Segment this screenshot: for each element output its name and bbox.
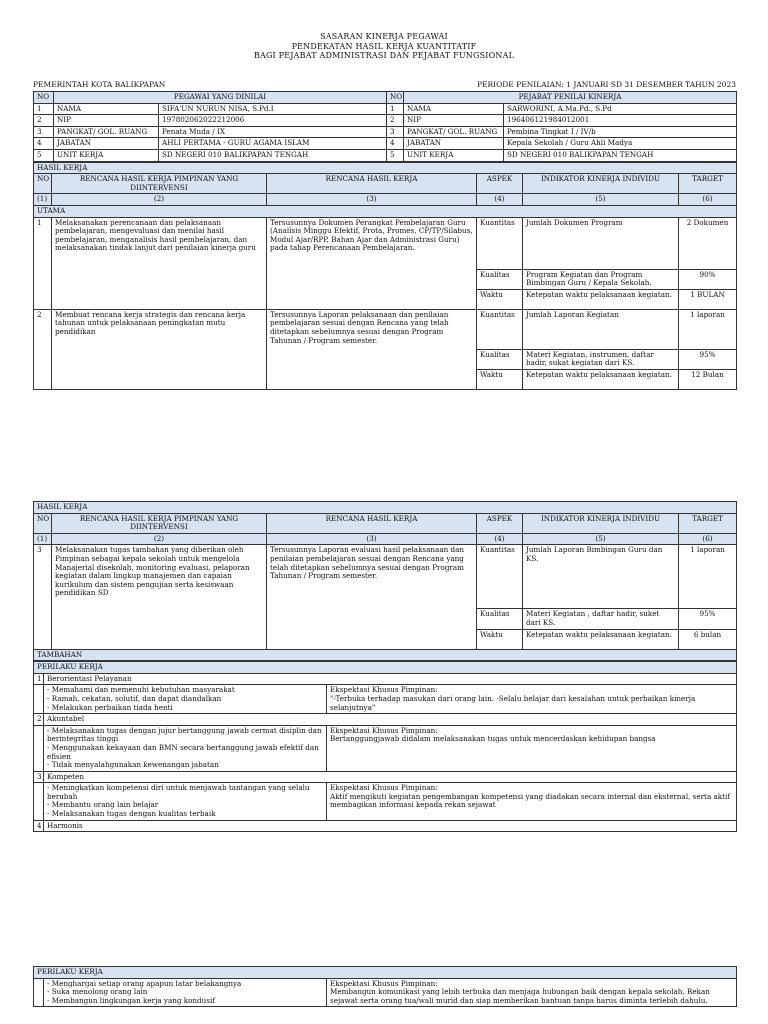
- item-indikator: Materi Kegiatan , daftar hadir, suket dari KS.: [523, 609, 679, 629]
- item-indikator: Materi Kegiatan, instrumen, daftar hadir, sukat kegiatan dari KS.: [523, 349, 679, 369]
- item-aspek: Waktu: [477, 289, 523, 309]
- item-target: 90%: [679, 269, 737, 289]
- col-indikator: INDIKATOR KINERJA INDIVIDU: [523, 174, 679, 194]
- row-label: NIP: [404, 115, 504, 127]
- row-label: NIP: [54, 115, 159, 127]
- perilaku-points: [44, 978, 327, 1007]
- perilaku-title-row: [34, 714, 737, 726]
- item-pimpinan: Melaksanakan tugas tambahan yang diberikan oleh Pimpinan sebagai kepala sekolah untuk mengelola Manajerial disekolah, monitoring evaluasi, pelaporan kegiatan dalam lingkup manajemen dan capaian kurikulum dan sistem pengujian serta kesiswaan pendidikan SD: [52, 545, 267, 649]
- perilaku-section: PERILAKU KERJA: [34, 662, 737, 674]
- num-3: (3): [267, 533, 477, 545]
- num-2: (2): [52, 533, 267, 545]
- perilaku-no: 2: [34, 714, 44, 726]
- ekspektasi-text: Aktif mengikuti kegiatan pengembangan kompetensi yang diadakan secara internal dan eksternal, serta aktif membagikan informasi kepada rekan sejawat: [330, 791, 731, 810]
- num-2: (2): [52, 194, 267, 206]
- perilaku-title: Kompeten: [44, 771, 737, 783]
- perilaku-detail-row: [34, 685, 737, 714]
- num-1: (1): [34, 533, 52, 545]
- num-5: (5): [523, 533, 679, 545]
- row-label: NAMA: [404, 103, 504, 115]
- item-no: 1: [34, 217, 52, 309]
- perilaku-no: 3: [34, 771, 44, 783]
- col-no: NO: [34, 92, 54, 104]
- row-no: 1: [34, 103, 54, 115]
- num-1: (1): [34, 194, 52, 206]
- item-aspek: Waktu: [477, 369, 523, 389]
- perilaku-table-page3: [33, 966, 737, 1007]
- ekspektasi-cell: [327, 783, 737, 820]
- hasil-kerja-section: HASIL KERJA: [34, 502, 737, 514]
- item-target: 95%: [679, 609, 737, 629]
- perilaku-title-row: [34, 771, 737, 783]
- item-indikator: Program Kegiatan dan Program Bimbingan Guru / Kepala Sekolah.: [523, 269, 679, 289]
- perilaku-points: [44, 725, 327, 771]
- col-no: NO: [34, 174, 52, 194]
- row-label: PANGKAT/ GOL. RUANG: [404, 126, 504, 138]
- meta-row: [33, 80, 736, 89]
- perilaku-title: Akuntabel: [44, 714, 737, 726]
- item-rencana: Tersusunnya Laporan pelaksanaan dan penilaian pembelajaran sesuai dengan Rencana yang telah ditetapkan sebelumnya sesuai dengan Program Tahunan / Program semester.: [267, 309, 477, 389]
- item-no: 3: [34, 545, 52, 649]
- col-target: TARGET: [679, 174, 737, 194]
- item-aspek: Kuantitas: [477, 217, 523, 269]
- item-indikator: Ketepatan waktu pelaksanaan kegiatan.: [523, 369, 679, 389]
- row-label: UNIT KERJA: [54, 149, 159, 161]
- numbers-row: [34, 194, 737, 206]
- title-line-3: BAGI PEJABAT ADMINISTRASI DAN PEJABAT FUNGSIONAL: [253, 51, 515, 60]
- col-no: NO: [34, 513, 52, 533]
- page-2-table-wrap: [33, 501, 736, 832]
- penilai-value: SD NEGERI 010 BALIKPAPAN TENGAH: [504, 149, 737, 161]
- numbers-row: [34, 533, 737, 545]
- item-indikator: Jumlah Laporan Kegiatan: [523, 309, 679, 349]
- document-title: [0, 32, 768, 61]
- perilaku-detail-row: [34, 978, 737, 1007]
- col-rencana: RENCANA HASIL KERJA: [267, 513, 477, 533]
- item-no: 2: [34, 309, 52, 389]
- row-label: JABATAN: [404, 138, 504, 150]
- page-1-table-wrap: [33, 91, 736, 390]
- item-target: 2 Dokumen: [679, 217, 737, 269]
- utama-section: UTAMA: [34, 205, 737, 217]
- item-target: 12 Bulan: [679, 369, 737, 389]
- row-no: 5: [387, 149, 404, 161]
- item-aspek: Kuantitas: [477, 309, 523, 349]
- ekspektasi-cell: [327, 685, 737, 714]
- hasil-header-row: [34, 513, 737, 533]
- item-rencana: Tersusunnya Laporan evaluasi hasil pelaksanaan dan penilaian pembelajaran sesuai dengan Rencana yang telah ditetapkan sebelumnya sesuai dengan Program Tahunan / Program semester.: [267, 545, 477, 649]
- col-no: NO: [387, 92, 404, 104]
- perilaku-title: Berorientasi Pelayanan: [44, 673, 737, 685]
- ekspektasi-label: Ekspektasi Khusus Pimpinan:: [330, 978, 438, 988]
- perilaku-point: - Menggunakan kekayaan dan BMN secara bertanggung jawab efektif dan efisien: [47, 742, 319, 761]
- pegawai-row: [34, 138, 737, 150]
- col-rencana: RENCANA HASIL KERJA: [267, 174, 477, 194]
- ekspektasi-label: Ekspektasi Khusus Pimpinan:: [330, 783, 438, 793]
- row-label: JABATAN: [54, 138, 159, 150]
- pegawai-value: SIFA'UN NURUN NISA, S.Pd.I: [159, 103, 387, 115]
- item-target: 1 laporan: [679, 309, 737, 349]
- perilaku-point: - Melaksanakan tugas dengan jujur bertanggung jawab cermat disiplin dan berintegritas tinggi: [47, 725, 322, 744]
- pegawai-value: SD NEGERI 010 BALIKPAPAN TENGAH: [159, 149, 387, 161]
- perilaku-points: [44, 685, 327, 714]
- perilaku-point: - Membangun lingkungan kerja yang kondusif: [47, 995, 215, 1005]
- item-indikator: Jumlah Laporan Bimbingan Guru dan KS.: [523, 545, 679, 609]
- pegawai-dinilai-title: PEGAWAI YANG DINILAI: [54, 92, 387, 104]
- perilaku-point: - Melakukan perbaikan tiada henti: [47, 702, 173, 712]
- ekspektasi-label: Ekspektasi Khusus Pimpinan:: [330, 685, 438, 695]
- pegawai-row: [34, 126, 737, 138]
- perilaku-point: - Menghargai setiap orang apapun latar belakangnya: [47, 978, 242, 988]
- item-pimpinan: Melaksanakan perencanaan dan pelaksanaan pembelajaran, mengevaluasi dan menilai hasil pembelajaran, menganalisis hasil pembelajaran, dan melaksanakan tindak lanjut dari penilaian kinerja guru: [52, 217, 267, 309]
- pegawai-value: 197802062022212006: [159, 115, 387, 127]
- perilaku-detail-row: [34, 725, 737, 771]
- col-pimpinan: RENCANA HASIL KERJA PIMPINAN YANG DIINTERVENSI: [52, 513, 267, 533]
- item-target: 1 laporan: [679, 545, 737, 609]
- row-label: PANGKAT/ GOL. RUANG: [54, 126, 159, 138]
- hasil-row: [34, 309, 737, 349]
- penilai-value: SARWORINI, A.Ma.Pd., S.Pd: [504, 103, 737, 115]
- row-no: 2: [387, 115, 404, 127]
- item-aspek: Kuantitas: [477, 545, 523, 609]
- row-label: UNIT KERJA: [404, 149, 504, 161]
- row-no: 1: [387, 103, 404, 115]
- item-indikator: Ketepatan waktu pelaksanaan kegiatan.: [523, 629, 679, 649]
- num-6: (6): [679, 194, 737, 206]
- perilaku-no: 4: [34, 820, 44, 832]
- item-target: 1 BULAN: [679, 289, 737, 309]
- item-aspek: Kualitas: [477, 269, 523, 289]
- item-aspek: Kualitas: [477, 349, 523, 369]
- perilaku-point: - Memahami dan memenuhi kebutuhan masyarakat: [47, 685, 235, 695]
- title-line-2: PENDEKATAN HASIL KERJA KUANTITATIF: [291, 41, 477, 51]
- row-no: 2: [34, 115, 54, 127]
- item-pimpinan: Membuat rencana kerja strategis dan rencana kerja tahunan untuk pelaksanaan peningkatan mutu pendidikan: [52, 309, 267, 389]
- hasil-header-row: [34, 174, 737, 194]
- pejabat-penilai-title: PEJABAT PENILAI KINERJA: [404, 92, 737, 104]
- hasil-kerja-section: HASIL KERJA: [34, 162, 737, 174]
- perilaku-point: - Ramah, cekatan, solutif, dan dapat diandalkan: [47, 693, 222, 703]
- num-6: (6): [679, 533, 737, 545]
- ekspektasi-cell: [327, 978, 737, 1007]
- perilaku-point: - Membantu orang lain belajar: [47, 800, 159, 810]
- periode-label: PERIODE PENILAIAN: 1 JANUARI SD 31 DESEMBER TAHUN 2023: [477, 80, 736, 89]
- num-5: (5): [523, 194, 679, 206]
- perilaku-section: PERILAKU KERJA: [34, 967, 737, 979]
- item-indikator: Jumlah Dokumen Program: [523, 217, 679, 269]
- item-target: 6 bulan: [679, 629, 737, 649]
- penilai-value: Kepala Sekolah / Guru Ahli Madya: [504, 138, 737, 150]
- num-3: (3): [267, 194, 477, 206]
- col-aspek: ASPEK: [477, 513, 523, 533]
- perilaku-point: - Meningkatkan kompetensi diri untuk menjawab tantangan yang selalu berubah: [47, 783, 310, 801]
- row-no: 3: [34, 126, 54, 138]
- instansi-label: PEMERINTAH KOTA BALIKPAPAN: [33, 80, 166, 89]
- ekspektasi-text: Membangun komunikasi yang lebih terbuka dan menjaga hubungan baik dengan kepala sekolah, Rekan sejawat serta orang tua/wali murid dan siap memberikan bantuan tanpa harus diminta terlebih dahulu.: [330, 987, 710, 1005]
- perilaku-title-row: [34, 820, 737, 832]
- ekspektasi-text: "-Terbuka terhadap masukan dari orang lain. -Selalu belajar dari kesalahan untuk perbaikan kinerja selanjutnya": [330, 693, 696, 712]
- pegawai-row: [34, 149, 737, 161]
- col-pimpinan: RENCANA HASIL KERJA PIMPINAN YANG DIINTERVENSI: [52, 174, 267, 194]
- pegawai-header-row: [34, 92, 737, 104]
- row-no: 5: [34, 149, 54, 161]
- perilaku-table: [33, 661, 737, 832]
- penilai-value: Pembina Tingkat I / IV/b: [504, 126, 737, 138]
- pegawai-table: [33, 91, 737, 162]
- row-no: 4: [387, 138, 404, 150]
- row-no: 4: [34, 138, 54, 150]
- row-no: 3: [387, 126, 404, 138]
- page-3-table-wrap: [33, 966, 736, 1007]
- item-aspek: Waktu: [477, 629, 523, 649]
- pegawai-value: AHLI PERTAMA - GURU AGAMA ISLAM: [159, 138, 387, 150]
- penilai-value: 196406121984012001: [504, 115, 737, 127]
- row-label: NAMA: [54, 103, 159, 115]
- perilaku-title-row: [34, 673, 737, 685]
- perilaku-no: 1: [34, 673, 44, 685]
- pegawai-row: [34, 115, 737, 127]
- tambahan-section: TAMBAHAN: [34, 649, 737, 661]
- hasil-kerja-table: [33, 162, 737, 390]
- perilaku-point: - Tidak menyalahgunakan kewenangan jabatan: [47, 760, 219, 770]
- col-aspek: ASPEK: [477, 174, 523, 194]
- col-target: TARGET: [679, 513, 737, 533]
- hasil-row: [34, 217, 737, 269]
- num-4: (4): [477, 533, 523, 545]
- perilaku-point: - Melaksanakan tugas dengan kualitas terbaik: [47, 809, 216, 819]
- hasil-row: [34, 545, 737, 609]
- perilaku-title: Harmonis: [44, 820, 737, 832]
- col-indikator: INDIKATOR KINERJA INDIVIDU: [523, 513, 679, 533]
- perilaku-point: - Suka menolong orang lain: [47, 987, 148, 997]
- ekspektasi-text: Bertanggungjawab didalam melaksanakan tugas untuk mencerdaskan kehidupan bangsa: [330, 734, 656, 744]
- item-target: 95%: [679, 349, 737, 369]
- pegawai-row: [34, 103, 737, 115]
- perilaku-detail-row: [34, 783, 737, 820]
- hasil-kerja-table-2: [33, 501, 737, 661]
- num-4: (4): [477, 194, 523, 206]
- title-line-1: SASARAN KINERJA PEGAWAI: [320, 32, 448, 41]
- item-aspek: Kualitas: [477, 609, 523, 629]
- ekspektasi-label: Ekspektasi Khusus Pimpinan:: [330, 725, 438, 735]
- pegawai-value: Penata Muda / IX: [159, 126, 387, 138]
- perilaku-points: [44, 783, 327, 820]
- item-rencana: Tersusunnya Dokumen Perangkat Pembelajaran Guru (Analisis Minggu Efektif, Prota, Promes, CP/TP/Silabus, Modul Ajar/RPP, Bahan Ajar dan Administrasi Guru) pada tahap Perencanaan Pembelajaran.: [267, 217, 477, 309]
- item-indikator: Ketepatan waktu pelaksanaan kegiatan.: [523, 289, 679, 309]
- ekspektasi-cell: [327, 725, 737, 771]
